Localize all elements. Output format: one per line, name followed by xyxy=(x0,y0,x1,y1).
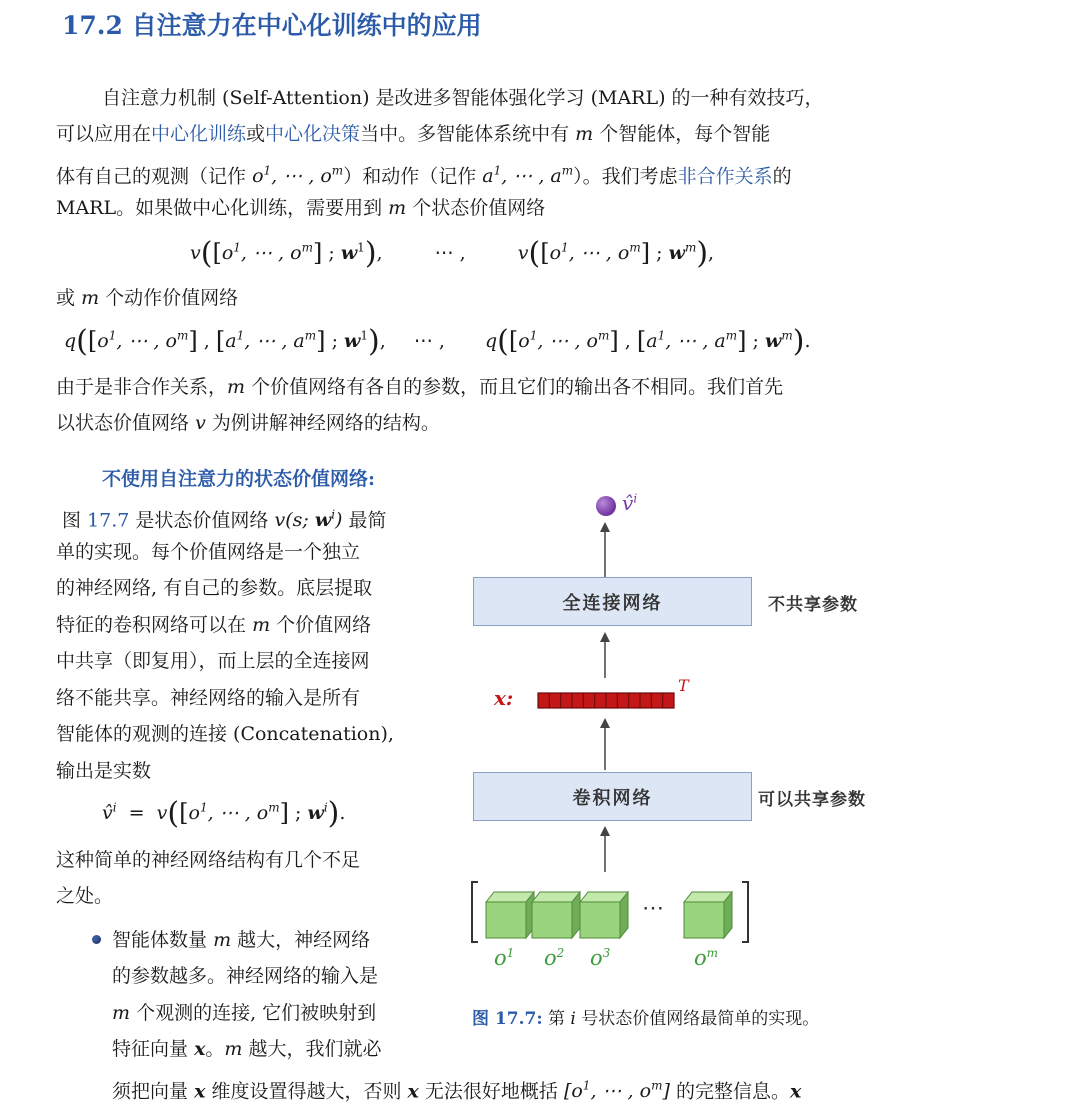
cube-2 xyxy=(532,892,580,938)
figure-ref-link[interactable]: 17.7 xyxy=(87,509,130,532)
x-label: x: xyxy=(494,686,514,710)
obs-label-3: $o^3$ xyxy=(590,946,611,970)
arrow-up-icon xyxy=(590,630,620,680)
sub-line-8: 输出是实数 xyxy=(56,760,152,782)
output-node-icon xyxy=(596,496,616,516)
sub-line-7: 智能体的观测的连接 (Concatenation), xyxy=(56,723,394,745)
equation-state-values: $v([o^1$, ⋯ , $o^m$] ; $w^1$), ⋯ , $v([o^1$, ⋯ , $o^m$] ; $w^m$), xyxy=(190,236,715,271)
link-centralized-training[interactable]: 中心化训练 xyxy=(151,123,247,145)
sub-line-9: 这种简单的神经网络结构有几个不足 xyxy=(56,849,361,871)
after-line-1: 由于是非合作关系，m 个价值网络有各自的参数，而且它们的输出各不相同。我们首先 xyxy=(56,376,784,398)
sub-line-5: 中共享（即复用），而上层的全连接网 xyxy=(56,650,370,672)
arrow-up-icon xyxy=(590,520,620,580)
obs-label-m: $o^m$ xyxy=(694,946,719,970)
cube-3 xyxy=(580,892,628,938)
cube-m xyxy=(684,892,732,938)
fully-connected-box: 全连接网络 xyxy=(473,577,752,626)
bullet-icon xyxy=(92,935,101,944)
transpose-label: T xyxy=(678,676,689,695)
sub-line-4: 特征的卷积网络可以在 m 个价值网络 xyxy=(56,614,372,636)
fc-note: 不共享参数 xyxy=(768,595,858,615)
bullet-line-4: 特征向量 x。m 越大，我们就必 xyxy=(112,1038,382,1060)
bullet-line-5: 须把向量 x 维度设置得越大，否则 x 无法很好地概括 [$o^1$, ⋯ , $o^m$] 的完整信息。x xyxy=(112,1079,802,1103)
obs-label-2: $o^2$ xyxy=(544,946,565,970)
equation-action-values: $q([o^1$, ⋯ , $o^m$] , [$a^1$, ⋯ , $a^m$] ; $w^1$), ⋯ , $q([o^1$, ⋯ , $o^m$] , [$a^1$, ⋯ , $a^m$] ; $w^m$). xyxy=(64,324,811,359)
intro-line-3: 体有自己的观测（记作 $o^1$, ⋯ , $o^m$）和动作（记作 $a^1$, ⋯ , $a^m$）。我们考虑非合作关系的 xyxy=(56,164,792,188)
cube-1 xyxy=(486,892,534,938)
figure-caption: 图 17.7: 第 i 号状态价值网络最简单的实现。 xyxy=(472,1009,820,1029)
observation-cubes xyxy=(468,878,758,948)
feature-vector xyxy=(537,692,677,710)
bullet-line-1: 智能体数量 m 越大，神经网络 xyxy=(112,929,371,951)
arrow-up-icon xyxy=(590,716,620,772)
sub-line-3: 的神经网络, 有自己的参数。底层提取 xyxy=(56,577,373,599)
output-label: v̂$^i$ xyxy=(622,491,638,515)
or-line: 或 m 个动作价值网络 xyxy=(56,287,239,309)
sub-line-1: 图 17.7 是状态价值网络 v(s; $w^i$) 最简 xyxy=(62,508,387,532)
subsection-heading: 不使用自注意力的状态价值网络: xyxy=(102,468,376,490)
intro-line-1: 自注意力机制 (Self-Attention) 是改进多智能体强化学习 (MARL) 的一种有效技巧， xyxy=(102,87,824,109)
link-centralized-decision[interactable]: 中心化决策 xyxy=(265,123,361,145)
bullet-line-2: 的参数越多。神经网络的输入是 xyxy=(112,965,379,987)
sub-line-10: 之处。 xyxy=(56,885,114,907)
equation-output: v̂$^i$ = $v([o^1$, ⋯ , $o^m$] ; $w^i$). xyxy=(102,796,346,831)
sub-line-6: 络不能共享。神经网络的输入是所有 xyxy=(56,687,361,709)
intro-line-4: MARL。如果做中心化训练，需要用到 m 个状态价值网络 xyxy=(56,197,546,219)
conv-note: 可以共享参数 xyxy=(758,790,866,810)
sub-line-2: 单的实现。每个价值网络是一个独立 xyxy=(56,541,361,563)
cube-dots: ⋯ xyxy=(642,896,664,921)
intro-line-2: 可以应用在中心化训练或中心化决策当中。多智能体系统中有 m 个智能体，每个智能 xyxy=(56,123,771,145)
bullet-line-3: m 个观测的连接, 它们被映射到 xyxy=(112,1002,377,1024)
link-non-cooperative[interactable]: 非合作关系 xyxy=(677,165,773,188)
after-line-2: 以状态价值网络 v 为例讲解神经网络的结构。 xyxy=(56,412,440,434)
conv-network-box: 卷积网络 xyxy=(473,772,752,821)
arrow-up-icon xyxy=(590,824,620,874)
obs-label-1: $o^1$ xyxy=(494,946,515,970)
section-title: 17.2 自注意力在中心化训练中的应用 xyxy=(62,11,482,40)
